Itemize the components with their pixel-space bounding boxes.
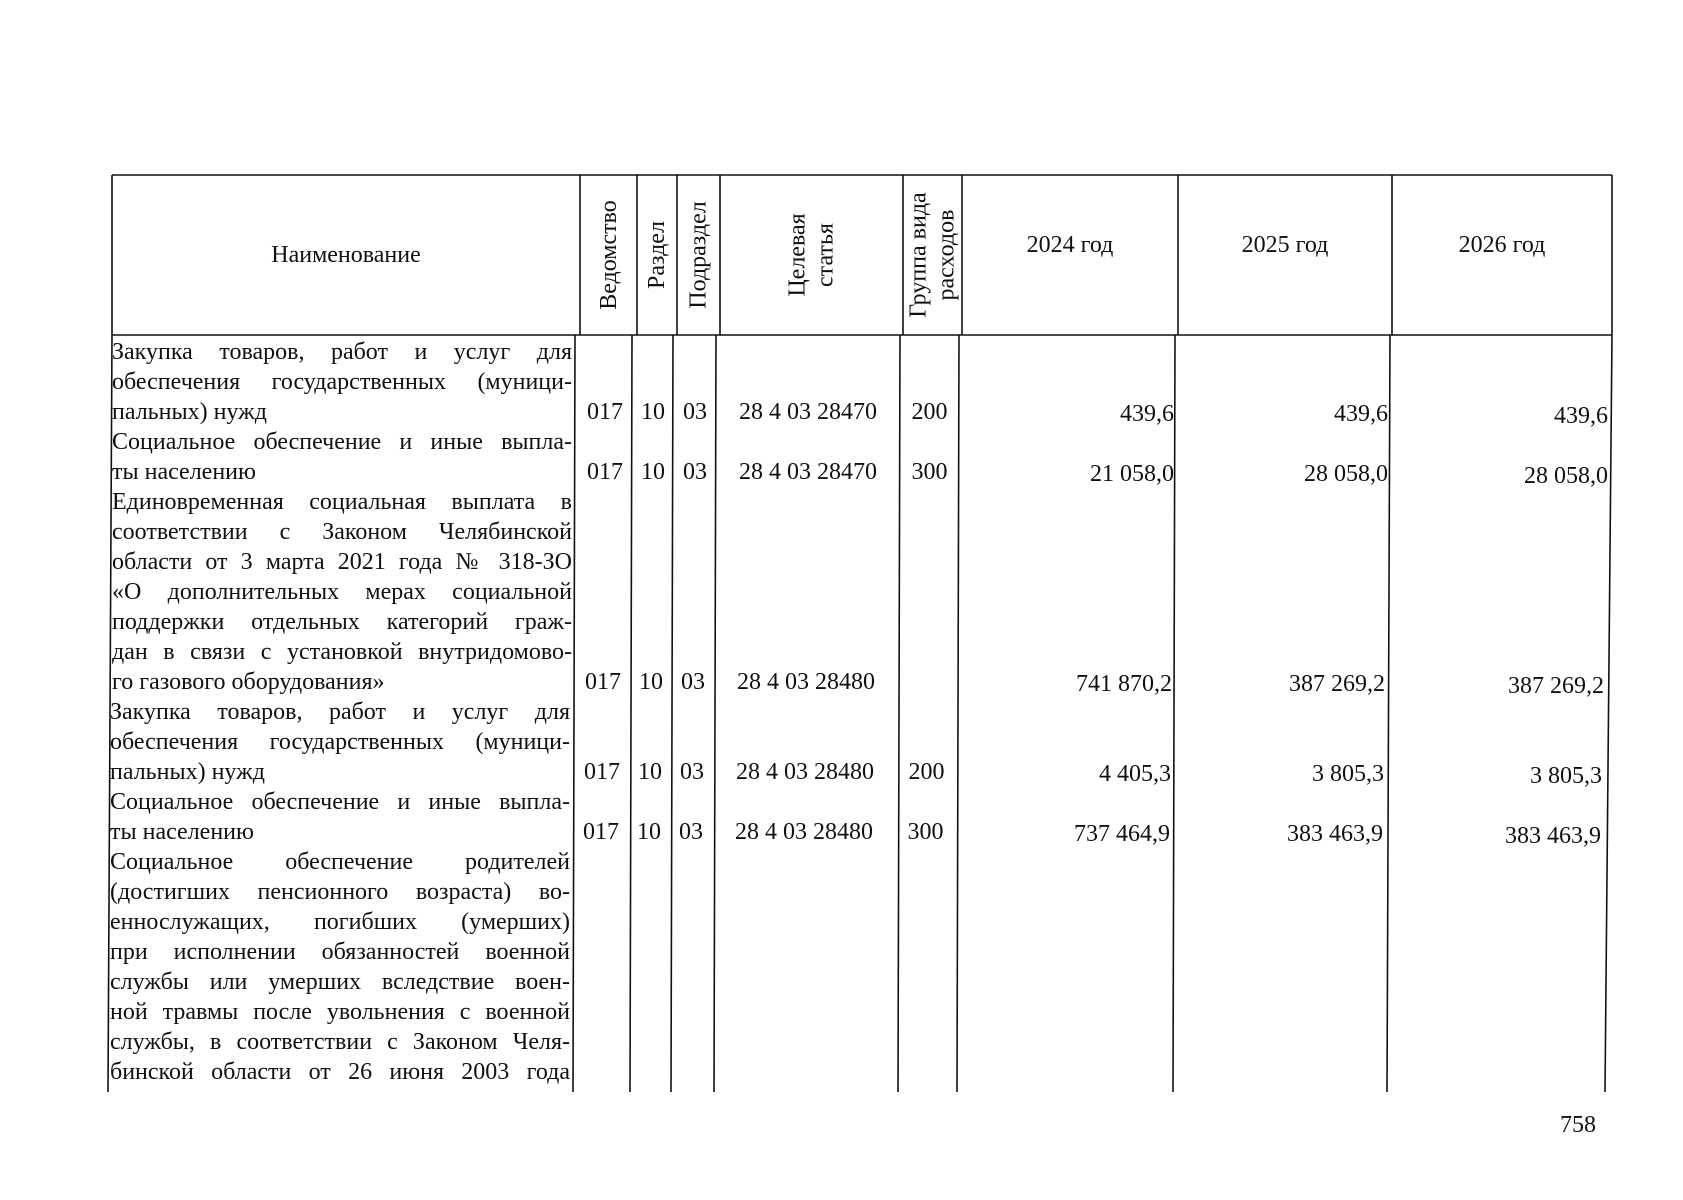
header-2025: 2025 год (1241, 232, 1329, 258)
row-value-2024: 4 405,3 (1099, 761, 1171, 787)
row-razdel: 10 (641, 459, 665, 485)
header-razdel: Раздел (644, 221, 671, 289)
header-podrazdel: Подраздел (685, 201, 712, 309)
row-razdel: 10 (641, 399, 665, 425)
row-vid-rashodov: 300 (907, 819, 944, 845)
row-vid-rashodov: 200 (908, 759, 945, 785)
row-value-2025: 28 058,0 (1304, 461, 1388, 487)
row-vedomstvo: 017 (587, 459, 623, 485)
row-vedomstvo: 017 (587, 399, 623, 425)
row-razdel: 10 (637, 819, 661, 845)
header-2024: 2024 год (1026, 232, 1114, 258)
row-celevaya-statya: 28 4 03 28470 (739, 399, 877, 425)
row-podrazdel: 03 (679, 819, 703, 845)
row-razdel: 10 (638, 759, 662, 785)
row-value-2026: 439,6 (1554, 403, 1608, 429)
row-value-2026: 28 058,0 (1524, 463, 1608, 489)
row-value-2025: 439,6 (1334, 401, 1388, 427)
header-celevaya-statya: Целевая статья (784, 213, 839, 297)
row-value-2024: 741 870,2 (1076, 671, 1172, 697)
header-gruppa-vida-rashodov: Группа вида расходов (905, 192, 960, 318)
header-name: Наименование (271, 242, 421, 268)
row-podrazdel: 03 (681, 669, 705, 695)
row-celevaya-statya: 28 4 03 28470 (739, 459, 877, 485)
row-vedomstvo: 017 (583, 819, 619, 845)
row-podrazdel: 03 (680, 759, 704, 785)
table-row-name: Социальное обеспечение и иные выпла- ты населению (110, 789, 570, 845)
row-podrazdel: 03 (683, 399, 707, 425)
row-value-2025: 387 269,2 (1289, 671, 1385, 697)
row-value-2025: 3 805,3 (1312, 761, 1384, 787)
row-value-2026: 383 463,9 (1505, 823, 1601, 849)
row-celevaya-statya: 28 4 03 28480 (737, 669, 875, 695)
row-podrazdel: 03 (683, 459, 707, 485)
row-value-2024: 737 464,9 (1074, 821, 1170, 847)
table-row-name: Социальное обеспечение родителей (достигших пенсионного возраста) во- еннослужащих, погибших (умерших) при исполнении обязанностей военной службы или умерших вследствие воен- ной травмы после увольнения с военной службы, в соответствии с Законом Челя- бинской области от 26 июня 2003 года (110, 849, 570, 1085)
table-row-name: Закупка товаров, работ и услуг для обеспечения государственных (муници- пальных) нужд (110, 699, 570, 785)
row-vedomstvo: 017 (585, 669, 621, 695)
row-vid-rashodov: 200 (911, 399, 948, 425)
row-vedomstvo: 017 (584, 759, 620, 785)
row-value-2024: 21 058,0 (1090, 461, 1174, 487)
header-vedomstvo: Ведомство (595, 200, 622, 310)
row-celevaya-statya: 28 4 03 28480 (735, 819, 873, 845)
table-row-name: Закупка товаров, работ и услуг для обеспечения государственных (муници- пальных) нужд (112, 339, 572, 425)
page-number: 758 (1560, 1112, 1596, 1138)
row-vid-rashodov: 300 (911, 459, 948, 485)
row-value-2026: 387 269,2 (1508, 673, 1604, 699)
table-row-name: Социальное обеспечение и иные выпла- ты населению (112, 429, 572, 485)
row-value-2025: 383 463,9 (1287, 821, 1383, 847)
row-value-2026: 3 805,3 (1530, 763, 1602, 789)
row-razdel: 10 (639, 669, 663, 695)
table-row-name: Единовременная социальная выплата в соответствии с Законом Челябинской области от 3 марта 2021 года № 318-ЗО «О дополнительных мерах социальной поддержки отдельных категорий граж- дан в связи с установкой внутридомово- го газового оборудования» (112, 489, 572, 695)
row-celevaya-statya: 28 4 03 28480 (736, 759, 874, 785)
row-value-2024: 439,6 (1120, 401, 1174, 427)
header-2026: 2026 год (1458, 232, 1546, 258)
